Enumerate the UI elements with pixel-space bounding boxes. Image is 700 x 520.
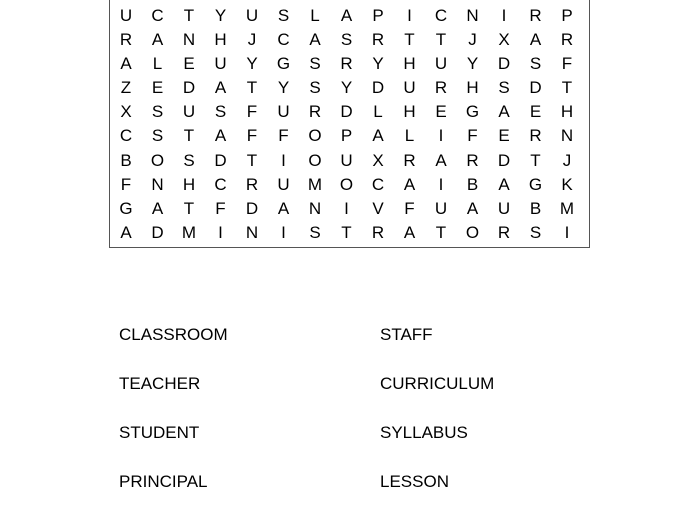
grid-letter: F bbox=[561, 54, 573, 74]
grid-letter: C bbox=[434, 6, 448, 25]
grid-letter: X bbox=[372, 150, 384, 170]
grid-letter: T bbox=[561, 78, 573, 98]
grid-letter: B bbox=[120, 150, 132, 170]
grid-letter: Y bbox=[246, 54, 258, 74]
grid-letter: I bbox=[501, 6, 507, 25]
grid-letter: A bbox=[151, 198, 164, 218]
grid-letter: I bbox=[438, 174, 444, 194]
grid-letter: E bbox=[498, 126, 510, 146]
grid-letter: X bbox=[120, 102, 132, 122]
grid-letter: A bbox=[403, 174, 416, 194]
grid-letter: A bbox=[214, 78, 227, 98]
grid-letter: A bbox=[529, 30, 542, 50]
grid-letter: S bbox=[151, 126, 164, 146]
grid-letter: T bbox=[183, 126, 195, 146]
grid-letter: T bbox=[435, 222, 447, 242]
grid-letter: A bbox=[340, 6, 353, 25]
grid-letter: A bbox=[120, 222, 132, 242]
grid-letter: E bbox=[151, 78, 164, 98]
grid-letter: U bbox=[403, 78, 416, 98]
grid-letter: O bbox=[308, 126, 322, 146]
grid-letter: H bbox=[182, 174, 196, 194]
grid-letter: E bbox=[183, 54, 195, 74]
grid-letter: R bbox=[119, 30, 133, 50]
grid-letter: R bbox=[466, 150, 479, 170]
grid-letter: L bbox=[373, 102, 383, 122]
grid-letter: C bbox=[214, 174, 227, 194]
grid-letter: L bbox=[310, 6, 320, 25]
grid-letter: P bbox=[372, 6, 384, 25]
grid-letter: O bbox=[339, 174, 354, 194]
grid-letter: N bbox=[151, 174, 164, 194]
grid-letter: D bbox=[245, 198, 259, 218]
grid-letter: F bbox=[120, 174, 132, 194]
grid-letter: E bbox=[529, 102, 542, 122]
grid-letter: F bbox=[215, 198, 226, 218]
grid-letter: C bbox=[151, 6, 164, 25]
grid-letter: U bbox=[277, 174, 290, 194]
grid-letter: S bbox=[277, 6, 290, 25]
grid-letter: D bbox=[497, 54, 511, 74]
grid-letter: U bbox=[497, 198, 511, 218]
grid-letter: A bbox=[498, 174, 510, 194]
grid-letter: H bbox=[403, 102, 416, 122]
grid-letter: U bbox=[277, 102, 290, 122]
grid-letter: H bbox=[403, 54, 416, 74]
grid-letter: O bbox=[308, 150, 322, 170]
grid-letter: I bbox=[218, 222, 223, 242]
grid-letter: K bbox=[561, 174, 573, 194]
grid-letter: D bbox=[151, 222, 164, 242]
grid-letter: N bbox=[182, 30, 196, 50]
grid-letter: I bbox=[281, 150, 286, 170]
word-item: CURRICULUM bbox=[380, 374, 495, 393]
grid-letter: S bbox=[340, 30, 353, 50]
grid-letter: A bbox=[435, 150, 447, 170]
grid-letter: L bbox=[152, 54, 163, 74]
grid-letter: Y bbox=[277, 78, 290, 98]
grid-letter: S bbox=[498, 78, 510, 98]
grid-letter: J bbox=[468, 30, 477, 50]
grid-letter: A bbox=[466, 198, 479, 218]
grid-letter: C bbox=[371, 174, 385, 194]
grid-letter: D bbox=[497, 150, 511, 170]
grid-letter: P bbox=[561, 6, 573, 25]
grid-letter: A bbox=[277, 198, 290, 218]
grid-letter: I bbox=[344, 198, 349, 218]
grid-letter: M bbox=[307, 174, 323, 194]
grid-letter: R bbox=[340, 54, 353, 74]
grid-letter: T bbox=[530, 150, 541, 170]
grid-letter: M bbox=[181, 222, 197, 242]
grid-letter: U bbox=[182, 102, 196, 122]
grid-letter: S bbox=[183, 150, 195, 170]
grid-letter: T bbox=[246, 78, 258, 98]
grid-letter: U bbox=[434, 54, 448, 74]
grid-letter: C bbox=[277, 30, 290, 50]
grid-letter: Z bbox=[120, 78, 132, 98]
word-item: CLASSROOM bbox=[119, 325, 228, 344]
grid-letter: R bbox=[403, 150, 416, 170]
grid-letter: R bbox=[371, 222, 385, 242]
grid-letter: A bbox=[120, 54, 132, 74]
word-item: LESSON bbox=[380, 472, 449, 491]
grid-letter: Y bbox=[340, 78, 353, 98]
word-item: PRINCIPAL bbox=[119, 472, 208, 491]
grid-letter: R bbox=[529, 6, 542, 25]
grid-letter: N bbox=[560, 126, 574, 146]
grid-letter: T bbox=[183, 198, 195, 218]
grid-letter: R bbox=[308, 102, 322, 122]
word-item: STUDENT bbox=[119, 423, 200, 442]
grid-letter: S bbox=[151, 102, 164, 122]
word-item: SYLLABUS bbox=[380, 423, 468, 442]
grid-letter: J bbox=[247, 30, 257, 50]
grid-letter: B bbox=[529, 198, 542, 218]
grid-letter: H bbox=[466, 78, 479, 98]
grid-letter: N bbox=[466, 6, 479, 25]
grid-letter: F bbox=[246, 126, 258, 146]
grid-letter: E bbox=[435, 102, 447, 122]
grid-letter: I bbox=[438, 126, 444, 146]
grid-letter: S bbox=[529, 54, 542, 74]
grid-letter: X bbox=[498, 30, 510, 50]
grid-letter: A bbox=[403, 222, 416, 242]
grid-letter: D bbox=[529, 78, 542, 98]
grid-letter: R bbox=[434, 78, 448, 98]
grid-letter: N bbox=[308, 198, 322, 218]
grid-letter: G bbox=[465, 102, 480, 122]
grid-letter: T bbox=[246, 150, 258, 170]
grid-letter: A bbox=[309, 30, 321, 50]
grid-letter: D bbox=[371, 78, 385, 98]
grid-letter: D bbox=[214, 150, 227, 170]
grid-letter: H bbox=[214, 30, 227, 50]
grid-letter: R bbox=[529, 126, 542, 146]
grid-letter: A bbox=[214, 126, 227, 146]
grid-letter: T bbox=[183, 6, 195, 25]
grid-letter: L bbox=[404, 126, 415, 146]
grid-letter: I bbox=[407, 6, 412, 25]
grid-letter: I bbox=[281, 222, 286, 242]
grid-letter: I bbox=[564, 222, 570, 242]
grid-letter: F bbox=[246, 102, 258, 122]
grid-letter: A bbox=[498, 102, 510, 122]
grid-letter: O bbox=[150, 150, 165, 170]
grid-letter: R bbox=[371, 30, 385, 50]
grid-letter: D bbox=[340, 102, 353, 122]
grid-letter: A bbox=[372, 126, 384, 146]
grid-letter: Y bbox=[214, 6, 227, 25]
grid-letter: D bbox=[182, 78, 196, 98]
grid-letter: R bbox=[560, 30, 574, 50]
grid-letter: Y bbox=[466, 54, 479, 74]
grid-letter: G bbox=[528, 174, 543, 194]
grid-letter: O bbox=[465, 222, 480, 242]
grid-letter: U bbox=[434, 198, 448, 218]
grid-letter: S bbox=[309, 54, 321, 74]
grid-letter: G bbox=[119, 198, 133, 218]
grid-letter: F bbox=[404, 198, 415, 218]
grid-letter: F bbox=[278, 126, 289, 146]
grid-letter: T bbox=[341, 222, 352, 242]
grid-letter: B bbox=[466, 174, 479, 194]
grid-letter: N bbox=[245, 222, 259, 242]
grid-letter: H bbox=[560, 102, 574, 122]
word-item: TEACHER bbox=[119, 374, 201, 393]
grid-letter: S bbox=[309, 78, 321, 98]
grid-letter: U bbox=[119, 6, 133, 25]
grid-letter: G bbox=[276, 54, 291, 74]
grid-letter: R bbox=[245, 174, 259, 194]
grid-letter: U bbox=[340, 150, 353, 170]
word-item: STAFF bbox=[380, 325, 433, 344]
grid-letter: F bbox=[467, 126, 478, 146]
grid-letter: T bbox=[435, 30, 447, 50]
grid-letter: U bbox=[245, 6, 259, 25]
grid-letter: Y bbox=[372, 54, 384, 74]
grid-letter: V bbox=[372, 198, 384, 218]
grid-letter: S bbox=[309, 222, 321, 242]
grid-letter: P bbox=[340, 126, 353, 146]
grid-letter: S bbox=[529, 222, 542, 242]
grid-letter: R bbox=[497, 222, 511, 242]
grid-letter: T bbox=[404, 30, 415, 50]
grid-letter: S bbox=[214, 102, 227, 122]
grid-letter: J bbox=[562, 150, 572, 170]
grid-letter: C bbox=[119, 126, 133, 146]
grid-letter: U bbox=[214, 54, 227, 74]
grid-letter: A bbox=[151, 30, 164, 50]
grid-letter: M bbox=[559, 198, 575, 218]
